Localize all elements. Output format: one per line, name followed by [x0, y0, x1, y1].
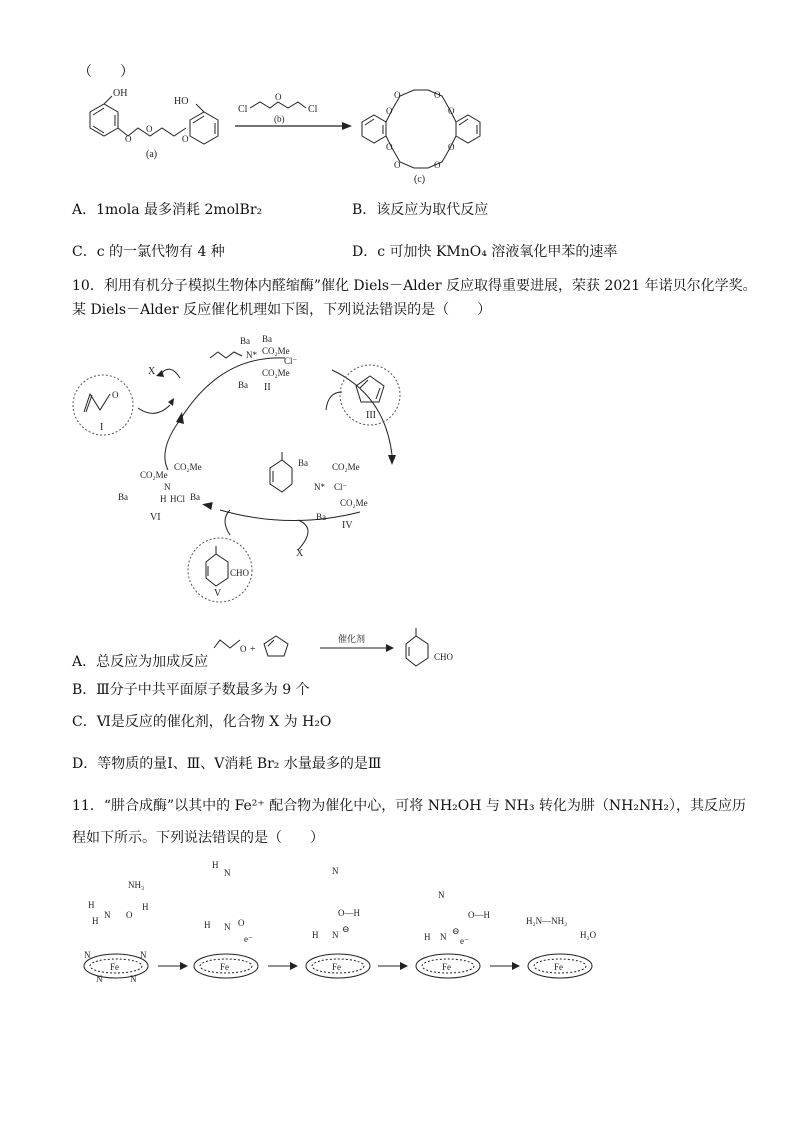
q9-crown-o3: O: [434, 90, 441, 100]
overall-catalyst: 催化剂: [338, 634, 366, 644]
ii-cl: Cl⁻: [284, 356, 298, 366]
iv-ba-top: Ba: [298, 458, 308, 468]
stage3-n2: N: [332, 930, 339, 940]
iv-co2me-top: CO₂Me: [332, 462, 360, 472]
fe-2: Fe: [220, 962, 229, 972]
q9-o-b: O: [275, 92, 282, 102]
fe-1-n4: N: [130, 974, 137, 984]
vi-co2me-right: CO₂Me: [174, 462, 202, 472]
stage2-h2: H: [204, 920, 211, 930]
stage1-h3: H: [142, 902, 149, 912]
vi-h: H: [160, 494, 167, 504]
q9-option-d: D．c 可加快 KMnO₄ 溶液氧化甲苯的速率: [352, 244, 618, 260]
q9-cl-right: Cl: [308, 104, 318, 115]
q9-label-a: (a): [146, 149, 158, 160]
fe-3: Fe: [332, 962, 341, 972]
q9-crown-o4: O: [448, 106, 455, 116]
label-X-top: X: [148, 366, 156, 377]
q10-option-a: A．总反应为加成反应: [72, 654, 209, 670]
v-cho: CHO: [230, 568, 250, 578]
vi-co2me-left: CO₂Me: [140, 470, 168, 480]
q9-crown-o2: O: [394, 90, 401, 100]
stage1-h1: H: [88, 900, 95, 910]
vi-ba-left: Ba: [118, 492, 128, 502]
stage1-o: O: [126, 910, 133, 920]
stage1-h2: H: [92, 916, 99, 926]
stage2-h1: H: [212, 860, 219, 870]
label-I: I: [100, 422, 104, 433]
stage3-minus: ⊖: [342, 924, 350, 934]
ii-co2me-bot: CO₂Me: [262, 368, 290, 378]
fe-complex-3: [306, 954, 370, 978]
q9-crown-o7: O: [434, 160, 441, 170]
q11-mechanism-figure: [76, 858, 616, 990]
q9-reaction-figure: [70, 82, 490, 192]
ii-ba-2: Ba: [262, 334, 272, 344]
q9-ho-right: HO: [174, 96, 189, 107]
q9-o-2: O: [146, 124, 153, 134]
q9-crown-o8: O: [448, 142, 455, 152]
ii-ba-bot: Ba: [238, 380, 248, 390]
fe-5: Fe: [554, 962, 563, 972]
q9-label-c: (c): [414, 174, 426, 185]
stage2-n1: N: [224, 868, 231, 878]
fe-1-n3: N: [96, 974, 103, 984]
q11-stem-line2: 程如下所示。下列说法错误的是（ ）: [72, 830, 324, 846]
q10-stem-line2: 某 Diels－Alder 反应催化机理如下图，下列说法错误的是（ ）: [72, 302, 492, 318]
label-V: V: [214, 588, 222, 599]
stage1-nh3: NH₃: [128, 880, 145, 890]
ii-nplus: N*: [246, 350, 257, 360]
fe-complex-4: [416, 954, 480, 978]
fe-complex-2: [194, 954, 258, 978]
iv-co2me-bot: CO₂Me: [340, 498, 368, 508]
stage5-hydrazine: H₂N—NH₂: [526, 916, 568, 926]
stage4-minus: ⊖: [452, 926, 460, 936]
label-X-bottom: X: [296, 548, 304, 559]
vi-ba-right: Ba: [190, 492, 200, 502]
label-II: II: [264, 382, 271, 393]
q9-crown-o5: O: [386, 142, 393, 152]
label-VI: VI: [150, 512, 161, 523]
ii-ba-top: Ba: [240, 336, 250, 346]
stage4-n1: N: [438, 890, 445, 900]
q11-stem-line1: 11．“肼合成酶”以其中的 Fe²⁺ 配合物为催化中心，可将 NH₂OH 与 NH₃ 转化为肼（NH₂NH₂），其反应历: [72, 798, 747, 814]
fe-complex-1: [84, 950, 148, 984]
iv-nplus: N*: [314, 482, 325, 492]
q9-answer-bracket: （ ）: [78, 64, 134, 80]
q9-option-b: B．该反应为取代反应: [352, 202, 489, 218]
q9-benzene-ring-right: [190, 112, 218, 144]
label-III: III: [366, 410, 376, 421]
fe-1-n1: N: [84, 950, 91, 960]
q9-cl-left: Cl: [238, 104, 248, 115]
iv-cl: Cl⁻: [334, 482, 348, 492]
q10-option-c: C．Ⅵ是反应的催化剂，化合物 X 为 H₂O: [72, 714, 332, 730]
q9-oh-left: OH: [113, 88, 128, 99]
q10-option-d: D．等物质的量Ⅰ、Ⅲ、Ⅴ消耗 Br₂ 水量最多的是Ⅲ: [72, 756, 382, 772]
fe-complex-5: [528, 954, 592, 978]
stage2-o: O: [238, 918, 245, 928]
stage4-n2: N: [440, 932, 447, 942]
q9-o-3: O: [182, 134, 189, 144]
vi-n: N: [164, 482, 171, 492]
stage3-n1: N: [332, 866, 339, 876]
overall-plus: +: [250, 644, 256, 655]
stage4-oh: O—H: [468, 910, 490, 920]
stage1-n: N: [104, 910, 111, 920]
fe-1: Fe: [110, 962, 119, 972]
q10-overall-reaction: [210, 624, 470, 670]
ii-co2me-top: CO₂Me: [262, 346, 290, 356]
q9-option-c: C．c 的一氯代物有 4 种: [72, 244, 225, 260]
i-oxygen: O: [112, 390, 119, 400]
q9-label-b: (b): [274, 114, 285, 124]
vi-hcl: HCl: [170, 494, 186, 504]
stage4-h: H: [424, 932, 431, 942]
q9-crown-o6: O: [394, 160, 401, 170]
iv-ba-bot: Ba: [316, 512, 326, 522]
q10-stem-line1: 10．利用有机分子模拟生物体内醛缩酶”催化 Diels－Alder 反应取得重要进展，荣获 2021 年诺贝尔化学奖。: [72, 278, 757, 294]
stage5-water: H₂O: [580, 930, 597, 940]
stage2-n2: N: [224, 922, 231, 932]
overall-o: O: [240, 644, 247, 654]
q9-o-1: O: [125, 134, 132, 144]
fe-1-n2: N: [140, 950, 147, 960]
stage2-e: e⁻: [244, 934, 253, 944]
overall-cho: CHO: [434, 652, 454, 662]
stage3-h: H: [312, 930, 319, 940]
fe-4: Fe: [442, 962, 451, 972]
stage3-oh: O—H: [338, 908, 360, 918]
q9-option-a: A．1mola 最多消耗 2molBr₂: [72, 202, 263, 218]
q10-catalytic-cycle: [70, 330, 490, 610]
q9-crown-o1: O: [386, 106, 393, 116]
q10-option-b: B．Ⅲ分子中共平面原子数最多为 9 个: [72, 682, 310, 698]
stage4-e: e⁻: [460, 936, 469, 946]
q9-crown-ether-c: [362, 90, 480, 168]
label-IV: IV: [342, 520, 353, 531]
q9-benzene-ring-left: [90, 104, 118, 136]
